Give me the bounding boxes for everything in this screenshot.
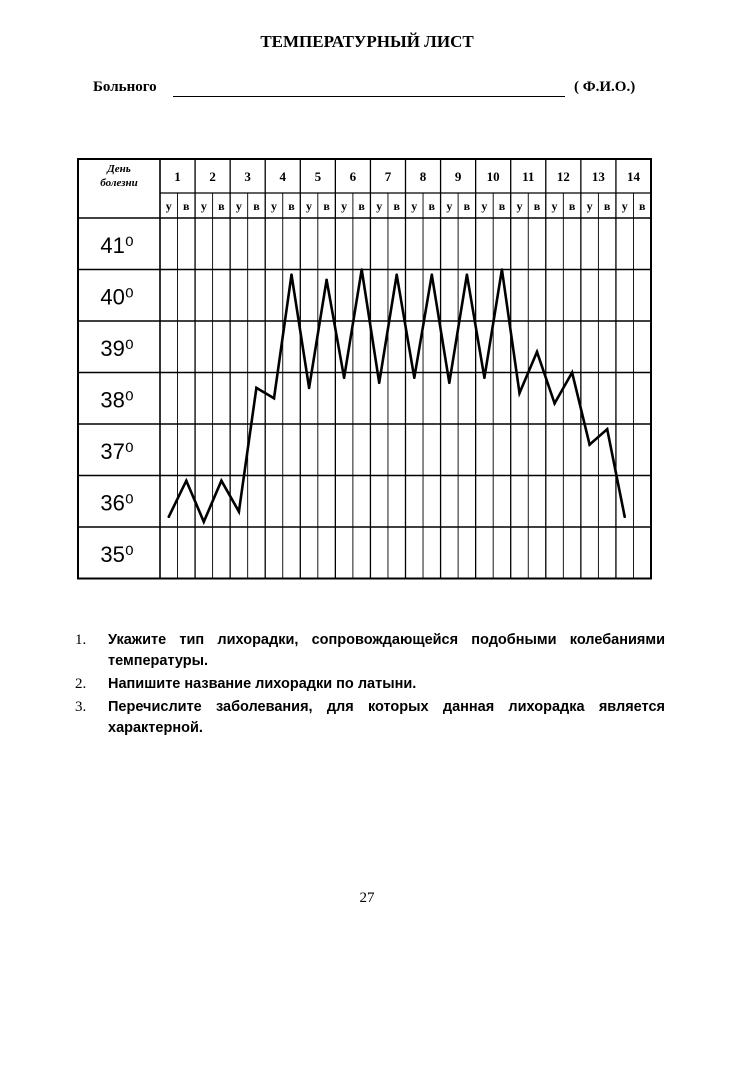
temperature-point <box>501 268 504 271</box>
question-number: 3. <box>75 699 87 715</box>
temperature-point <box>325 279 328 282</box>
temperature-point <box>395 273 398 276</box>
temperature-point <box>360 268 363 271</box>
day-part-label: в <box>323 199 330 213</box>
day-label: 12 <box>556 169 570 184</box>
questions-list <box>75 630 665 741</box>
temperature-point <box>238 510 241 513</box>
y-tick-label: 41⁰ <box>100 232 134 258</box>
y-tick-label: 35⁰ <box>100 541 134 567</box>
temperature-point <box>606 428 609 431</box>
temperature-point <box>588 443 591 446</box>
temperature-point <box>255 387 258 390</box>
chart-grid <box>78 159 651 579</box>
day-label: 9 <box>454 169 462 184</box>
question-number: 1. <box>75 632 87 648</box>
day-part-label: у <box>235 199 242 213</box>
patient-fio-label: ( Ф.И.О.) <box>574 79 636 95</box>
chart-frame <box>78 159 651 579</box>
temperature-point <box>536 351 539 354</box>
patient-label: Больного <box>93 79 157 95</box>
day-part-label: в <box>288 199 295 213</box>
corner-label-illness: болезни <box>100 177 138 189</box>
day-label: 4 <box>279 169 286 184</box>
temperature-point <box>290 273 293 276</box>
temperature-point <box>553 402 556 405</box>
temperature-point <box>571 371 574 374</box>
question-item <box>75 697 665 739</box>
day-part-label: у <box>376 199 383 213</box>
question-number: 2. <box>75 676 87 692</box>
day-part-label: в <box>603 199 611 213</box>
question-item <box>75 674 665 695</box>
corner-label-day: День <box>107 163 131 175</box>
temperature-point <box>343 376 346 379</box>
day-part-label: у <box>270 199 277 213</box>
question-text: Напишите название лихорадки по латыни. <box>108 676 417 692</box>
y-tick-label: 38⁰ <box>100 387 134 413</box>
day-part-label: в <box>358 199 365 213</box>
day-part-label: у <box>165 199 172 213</box>
day-part-label: у <box>621 199 628 213</box>
temperature-point <box>466 273 469 276</box>
day-label: 13 <box>591 169 605 184</box>
temperature-point <box>378 382 381 385</box>
day-label: 1 <box>174 169 181 184</box>
day-part-label: в <box>253 199 260 213</box>
day-part-label: в <box>393 199 400 213</box>
y-tick-label: 39⁰ <box>100 335 134 361</box>
temperature-point <box>220 479 223 482</box>
day-label: 14 <box>626 169 640 184</box>
question-item <box>75 630 665 672</box>
day-part-label: у <box>341 199 348 213</box>
day-label: 10 <box>486 169 500 184</box>
day-label: 5 <box>314 169 322 184</box>
day-part-label: в <box>568 199 576 213</box>
y-tick-label: 36⁰ <box>100 490 134 516</box>
day-part-label: в <box>498 199 506 213</box>
temperature-point <box>448 382 451 385</box>
temperature-point <box>203 521 206 524</box>
day-part-label: у <box>481 199 488 213</box>
day-part-label: у <box>200 199 207 213</box>
day-part-label: у <box>446 199 453 213</box>
y-tick-label: 40⁰ <box>100 284 134 310</box>
page-number: 27 <box>359 890 375 906</box>
temperature-point <box>623 515 626 518</box>
question-text: Укажите тип лихорадки, сопровождающейся подобными колебаниями температуры. <box>108 632 665 669</box>
day-part-label: у <box>586 199 593 213</box>
y-tick-label: 37⁰ <box>100 438 134 464</box>
day-part-label: у <box>516 199 523 213</box>
day-label: 7 <box>384 169 392 184</box>
temperature-point <box>518 392 521 395</box>
temperature-point <box>273 397 276 400</box>
day-label: 2 <box>209 169 216 184</box>
temperature-point <box>431 273 434 276</box>
day-label: 3 <box>244 169 251 184</box>
temperature-point <box>185 479 188 482</box>
temperature-point <box>308 387 311 390</box>
day-part-label: в <box>638 199 646 213</box>
day-label: 6 <box>349 169 357 184</box>
day-part-label: в <box>183 199 190 213</box>
temperature-point <box>483 376 486 379</box>
temperature-point <box>168 515 171 518</box>
question-text: Перечислите заболевания, для которых данная лихорадка является характерной. <box>108 699 665 736</box>
day-part-label: в <box>218 199 225 213</box>
day-part-label: у <box>551 199 558 213</box>
day-label: 11 <box>522 169 535 184</box>
temperature-point <box>413 376 416 379</box>
day-part-label: у <box>411 199 418 213</box>
day-part-label: в <box>463 199 471 213</box>
day-part-label: у <box>306 199 313 213</box>
day-part-label: в <box>428 199 436 213</box>
day-part-label: в <box>533 199 541 213</box>
page-title: ТЕМПЕРАТУРНЫЙ ЛИСТ <box>260 32 474 51</box>
temperature-series-line <box>169 270 625 522</box>
day-label: 8 <box>419 169 427 184</box>
